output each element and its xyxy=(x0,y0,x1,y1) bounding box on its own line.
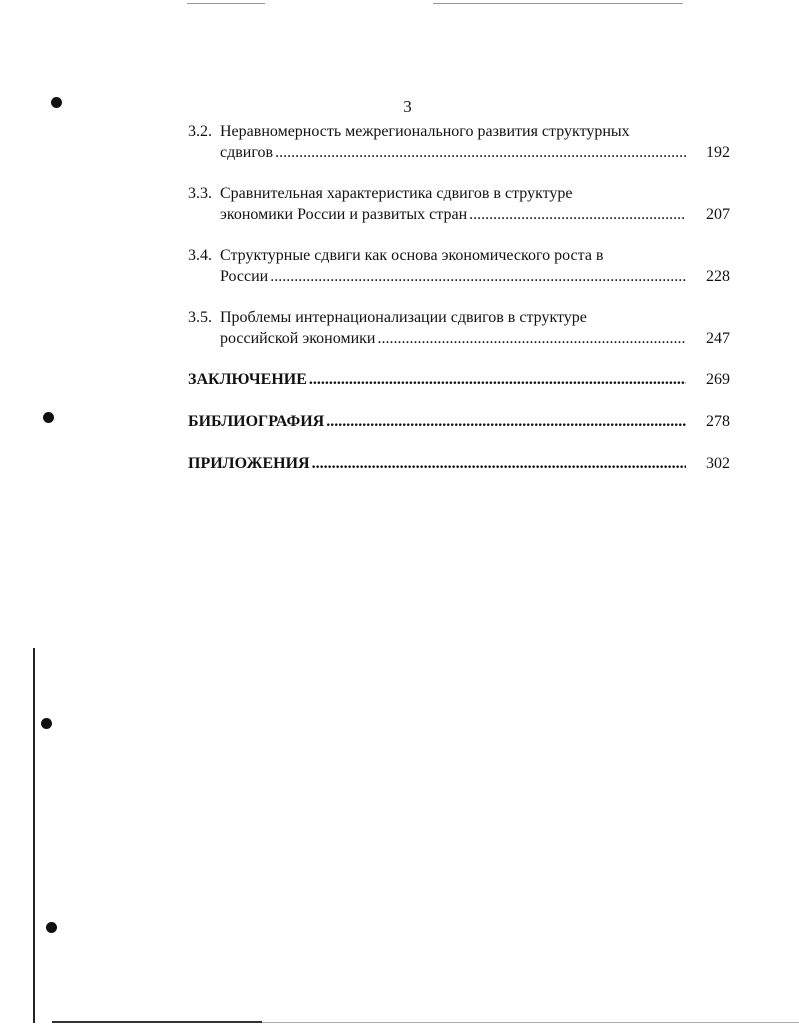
toc-entry-title-continued: экономики России и развитых стран xyxy=(220,206,468,223)
toc-entry-number: 3.5. xyxy=(188,309,212,326)
toc-page-number: 302 xyxy=(706,455,730,472)
dot-leader xyxy=(312,453,686,474)
toc-entry-title: Сравнительная характеристика сдвигов в структуре xyxy=(220,185,573,202)
dot-leader xyxy=(309,369,686,390)
toc-entry-title-continued: сдвигов xyxy=(220,144,274,161)
dot-leader xyxy=(377,328,686,349)
toc-entry-3-4 xyxy=(188,245,730,287)
toc-entry-number: 3.3. xyxy=(188,185,212,202)
punch-hole-mark xyxy=(41,718,52,729)
dot-leader xyxy=(469,204,686,225)
dot-leader xyxy=(270,266,686,287)
toc-page-number: 247 xyxy=(706,330,730,347)
toc-entry-title: Проблемы интернационализации сдвигов в структуре xyxy=(220,309,587,326)
page-number: 3 xyxy=(403,97,412,116)
toc-chapter-appendices xyxy=(188,453,730,474)
toc-chapter-title: ЗАКЛЮЧЕНИЕ xyxy=(188,371,307,388)
toc-chapter-title: БИБЛИОГРАФИЯ xyxy=(188,413,325,430)
punch-hole-mark xyxy=(46,922,57,933)
scan-edge-line xyxy=(33,648,35,1023)
table-of-contents xyxy=(188,121,730,495)
toc-entry-title: Структурные сдвиги как основа экономического роста в xyxy=(220,247,604,264)
toc-chapter-bibliography xyxy=(188,411,730,432)
toc-entry-title-continued: российской экономики xyxy=(220,330,376,347)
toc-entry-3-3 xyxy=(188,183,730,225)
toc-page-number: 207 xyxy=(706,206,730,223)
scan-edge-line xyxy=(262,1022,799,1023)
toc-page-number: 278 xyxy=(706,413,730,430)
toc-chapter-title: ПРИЛОЖЕНИЯ xyxy=(188,455,310,472)
toc-entry-number: 3.4. xyxy=(188,247,212,264)
dot-leader xyxy=(275,142,686,163)
scan-edge-line xyxy=(52,1021,262,1023)
scan-edge-line xyxy=(433,3,683,4)
dot-leader xyxy=(326,411,686,432)
toc-entry-number: 3.2. xyxy=(188,123,212,140)
toc-entry-3-5 xyxy=(188,307,730,349)
toc-page-number: 269 xyxy=(706,371,730,388)
toc-entry-3-2 xyxy=(188,121,730,163)
toc-chapter-conclusion xyxy=(188,369,730,390)
punch-hole-mark xyxy=(43,412,54,423)
toc-entry-title-continued: России xyxy=(220,268,269,285)
toc-page-number: 228 xyxy=(706,268,730,285)
scan-edge-line xyxy=(187,3,265,4)
toc-page-number: 192 xyxy=(706,144,730,161)
toc-entry-title: Неравномерность межрегионального развития структурных xyxy=(220,123,630,140)
